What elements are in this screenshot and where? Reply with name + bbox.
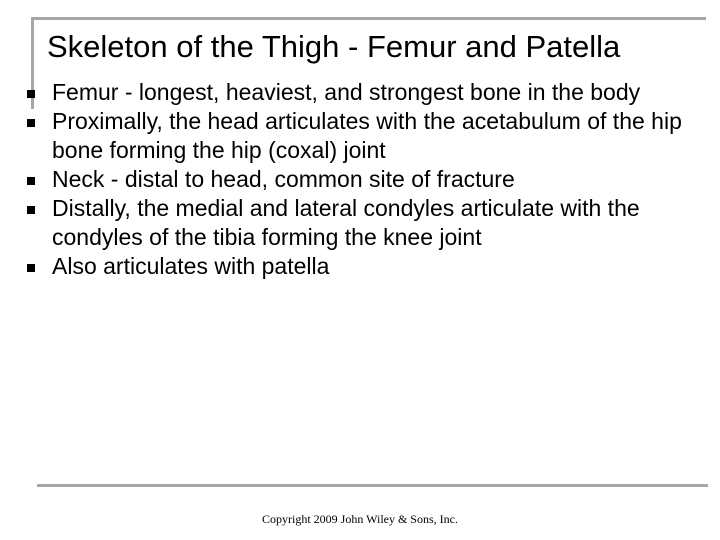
- bullet-item: [27, 165, 717, 194]
- square-bullet-icon: [27, 206, 35, 214]
- copyright-footer: Copyright 2009 John Wiley & Sons, Inc.: [262, 512, 458, 526]
- bullet-text: Distally, the medial and lateral condyles articulate with the condyles of the tibia forming the knee joint: [52, 195, 640, 250]
- square-bullet-icon: [27, 90, 35, 98]
- bullet-text: Also articulates with patella: [52, 253, 330, 279]
- bullet-text: Neck - distal to head, common site of fracture: [52, 166, 515, 192]
- slide-title: Skeleton of the Thigh - Femur and Patella: [47, 29, 621, 64]
- bullet-list: [27, 78, 717, 281]
- square-bullet-icon: [27, 119, 35, 127]
- bullet-item: [27, 194, 717, 252]
- square-bullet-icon: [27, 264, 35, 272]
- slide-frame-top-line: [31, 17, 706, 20]
- bullet-text: Femur - longest, heaviest, and strongest bone in the body: [52, 79, 641, 105]
- bullet-item: [27, 78, 717, 107]
- bullet-item: [27, 252, 717, 281]
- slide-frame-bottom-line: [37, 484, 708, 487]
- bullet-item: [27, 107, 717, 165]
- bullet-text: Proximally, the head articulates with the acetabulum of the hip bone forming the hip (coxal) joint: [52, 108, 682, 163]
- square-bullet-icon: [27, 177, 35, 185]
